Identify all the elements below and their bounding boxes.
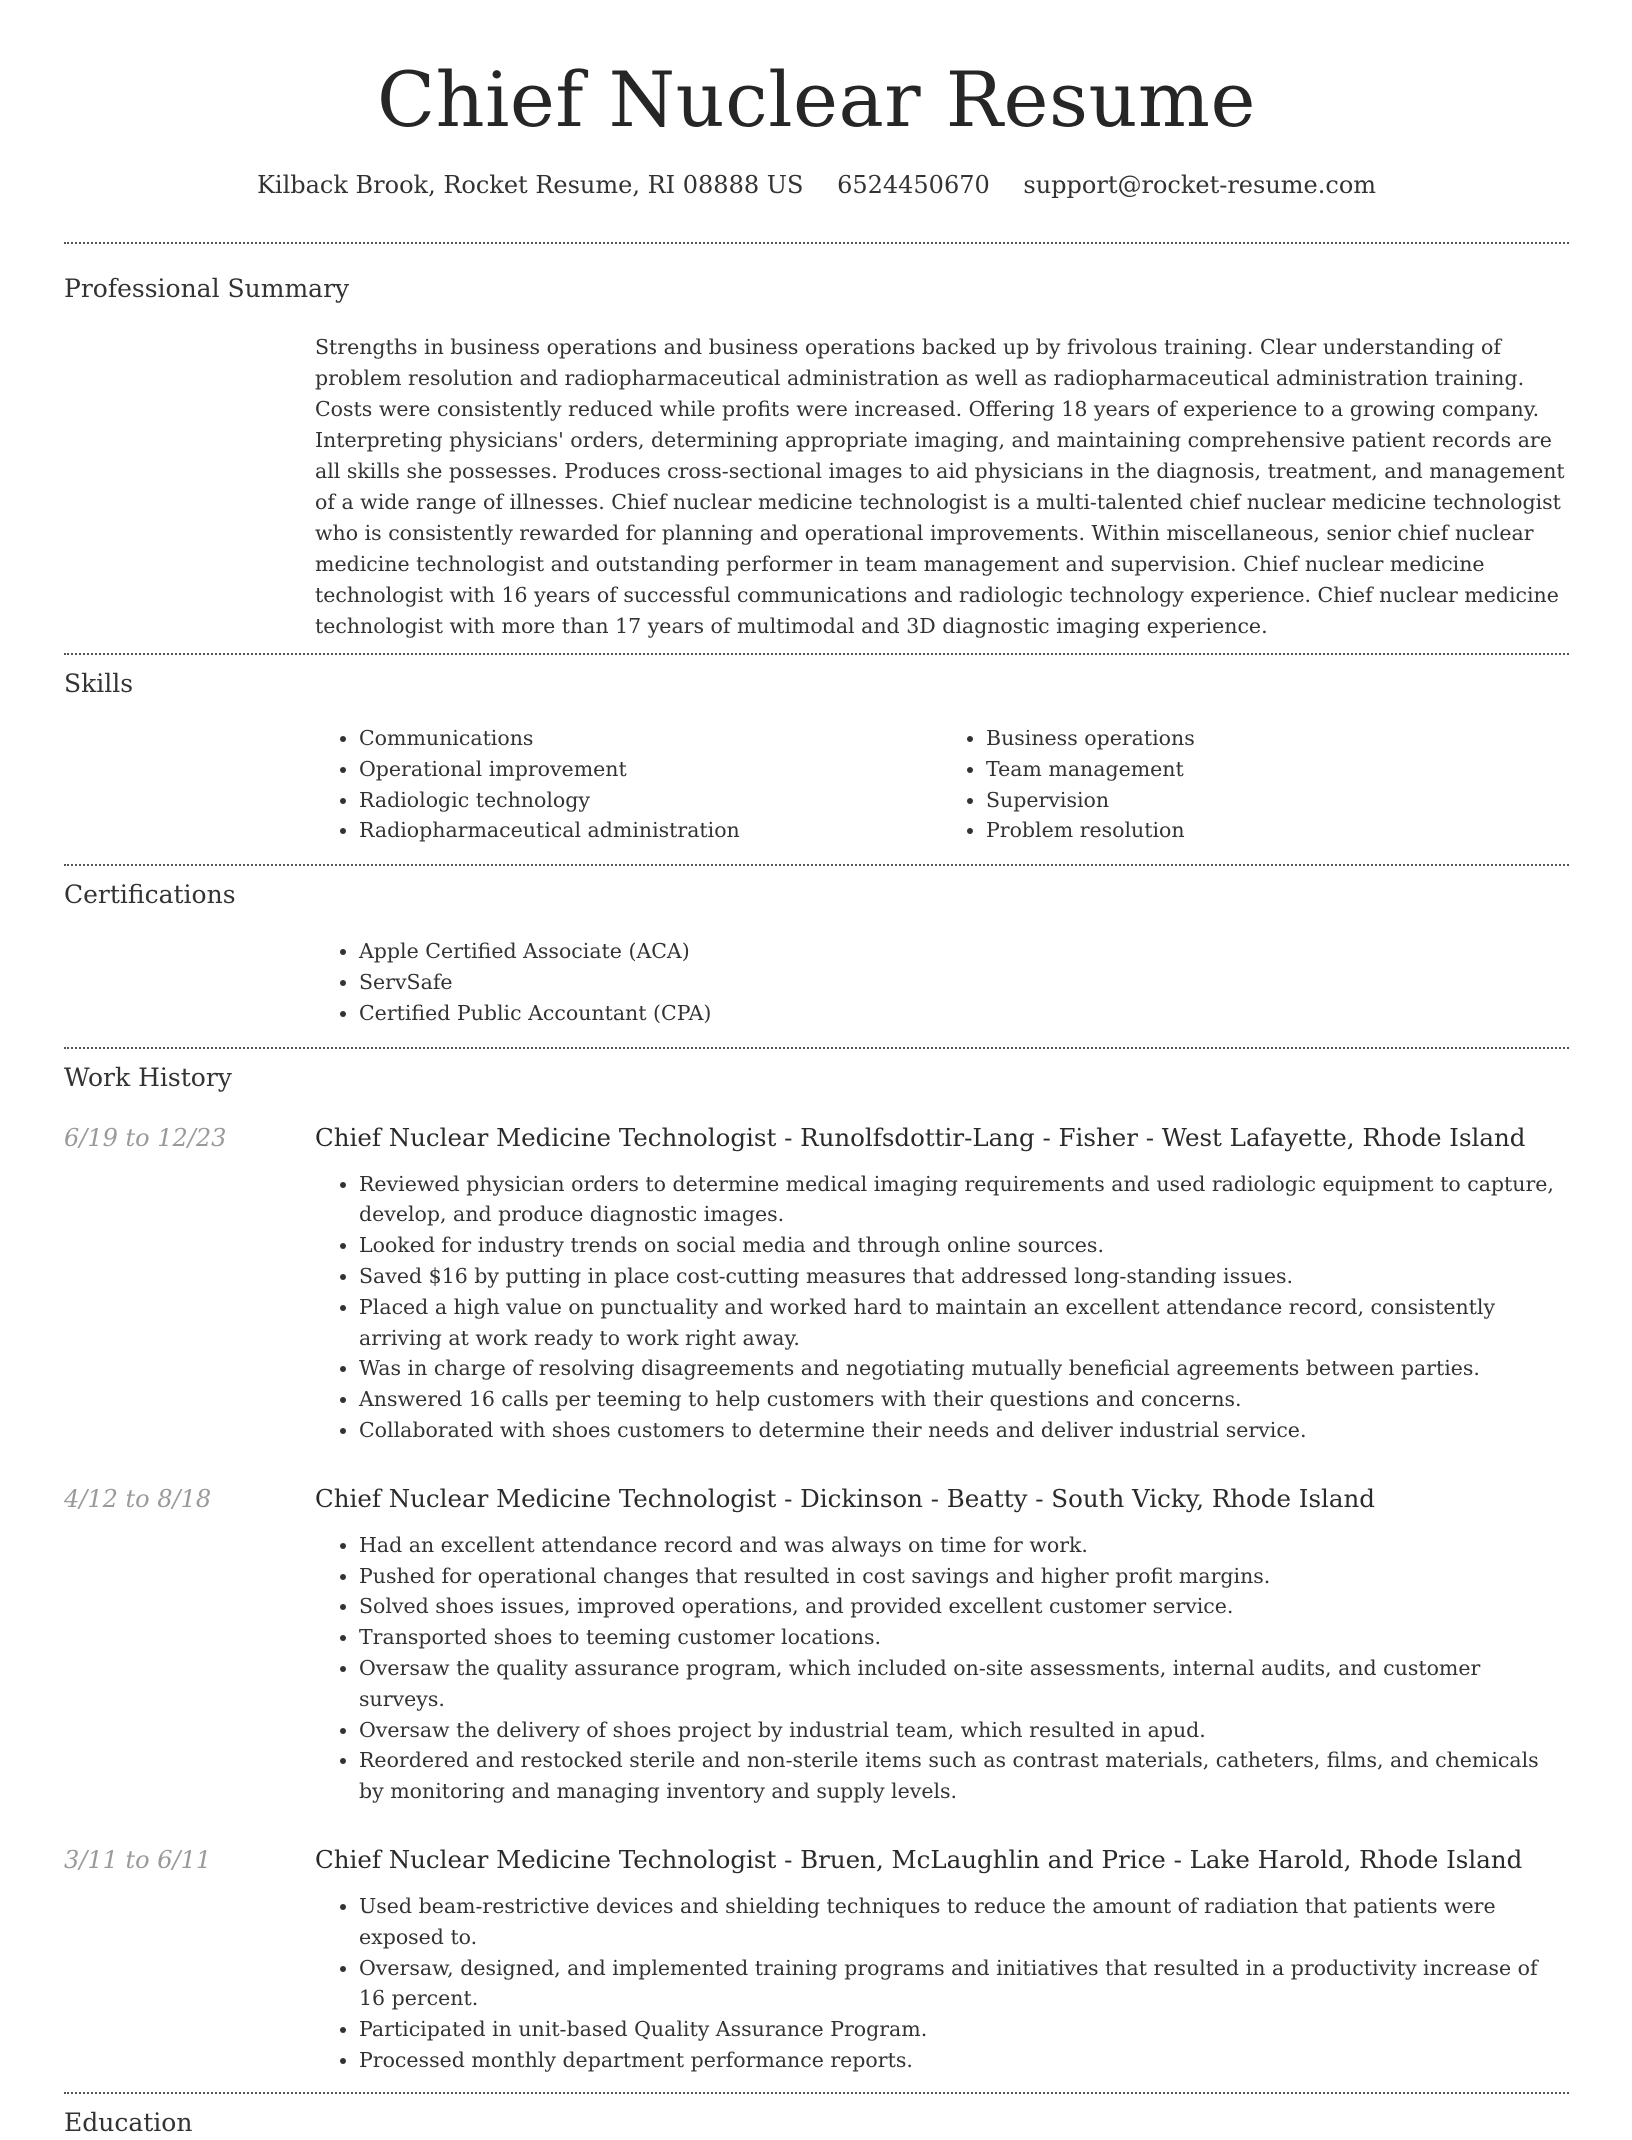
- skills-column-right: [942, 723, 1569, 846]
- work-history-section: [64, 1049, 1569, 2092]
- section-title-summary: Professional Summary: [64, 274, 350, 303]
- job-bullet: • Answered 16 calls per teeming to help customers with their questions and concerns.: [359, 1384, 1569, 1415]
- job-bullet: • Had an excellent attendance record and was always on time for work.: [359, 1530, 1569, 1561]
- job-bullet: • Reordered and restocked sterile and non-sterile items such as contrast materials, catheters, films, and chemicals by monitoring and managing inventory and supply levels.: [359, 1745, 1569, 1807]
- job-dates: 6/19 to 12/23: [64, 1123, 227, 1152]
- certification-item: • Certified Public Accountant (CPA): [359, 998, 1569, 1029]
- job-bullets: [315, 1891, 1569, 2076]
- job-bullet: • Looked for industry trends on social media and through online sources.: [359, 1230, 1569, 1261]
- skill-item: • Problem resolution: [986, 815, 1569, 846]
- contact-email: support@rocket-resume.com: [1023, 171, 1377, 199]
- job-bullet: • Oversaw the delivery of shoes project by industrial team, which resulted in apud.: [359, 1715, 1569, 1746]
- job-bullet: • Oversaw the quality assurance program, which included on-site assessments, internal audits, and customer surveys.: [359, 1653, 1569, 1715]
- contact-phone: 6524450670: [837, 171, 990, 199]
- job-title: Chief Nuclear Medicine Technologist - Runolfsdottir-Lang - Fisher - West Lafayette, Rhode Island: [315, 1122, 1526, 1152]
- education-section: [64, 2094, 1569, 2140]
- job-dates: 4/12 to 8/18: [64, 1484, 212, 1513]
- skill-item: • Communications: [359, 723, 942, 754]
- skill-item: • Radiologic technology: [359, 785, 942, 816]
- contact-address: Kilback Brook, Rocket Resume, RI 08888 US: [256, 171, 804, 199]
- skills-section: [64, 655, 1569, 846]
- job-bullets: [315, 1530, 1569, 1807]
- skill-item: • Team management: [986, 754, 1569, 785]
- job-bullets: [315, 1169, 1569, 1446]
- resume-page: [64, 0, 1569, 2140]
- skills-list: [315, 723, 1569, 846]
- job-bullet: • Oversaw, designed, and implemented training programs and initiatives that resulted in a productivity increase of 16 percent.: [359, 1953, 1569, 2015]
- summary-section: [64, 244, 1569, 642]
- section-title-skills: Skills: [64, 669, 134, 698]
- contact-line: [64, 168, 1569, 202]
- certification-item: • Apple Certified Associate (ACA): [359, 936, 1569, 967]
- skills-column-left: [315, 723, 942, 846]
- certification-item: • ServSafe: [359, 967, 1569, 998]
- job-title: Chief Nuclear Medicine Technologist - Bruen, McLaughlin and Price - Lake Harold, Rhode Island: [315, 1844, 1523, 1874]
- skill-item: • Supervision: [986, 785, 1569, 816]
- job-dates: 3/11 to 6/11: [64, 1845, 212, 1874]
- job-entry: [64, 1121, 1569, 1446]
- resume-title: Chief Nuclear Resume: [377, 55, 1256, 144]
- job-bullet: • Transported shoes to teeming customer locations.: [359, 1622, 1569, 1653]
- job-title: Chief Nuclear Medicine Technologist - Dickinson - Beatty - South Vicky, Rhode Island: [315, 1483, 1375, 1513]
- job-bullet: • Placed a high value on punctuality and worked hard to maintain an excellent attendance record, consistently arriving at work ready to work right away.: [359, 1292, 1569, 1354]
- certifications-section: [64, 866, 1569, 1028]
- job-bullet: • Saved $16 by putting in place cost-cutting measures that addressed long-standing issues.: [359, 1261, 1569, 1292]
- job-bullet: • Processed monthly department performance reports.: [359, 2045, 1569, 2076]
- job-entry: [64, 1843, 1569, 2076]
- job-bullet: • Pushed for operational changes that resulted in cost savings and higher profit margins.: [359, 1561, 1569, 1592]
- section-title-education: Education: [64, 2107, 193, 2137]
- job-bullet: • Participated in unit-based Quality Assurance Program.: [359, 2014, 1569, 2045]
- section-title-certifications: Certifications: [64, 880, 236, 910]
- job-entry: [64, 1482, 1569, 1807]
- job-bullet: • Was in charge of resolving disagreements and negotiating mutually beneficial agreements between parties.: [359, 1353, 1569, 1384]
- certifications-list: [315, 936, 1569, 1028]
- skill-item: • Operational improvement: [359, 754, 942, 785]
- job-bullet: • Collaborated with shoes customers to determine their needs and deliver industrial service.: [359, 1415, 1569, 1446]
- skill-item: • Business operations: [986, 723, 1569, 754]
- summary-text: Strengths in business operations and business operations backed up by frivolous training. Clear understanding of problem resolution and radiopharmaceutical administration as well as radiopharmaceutical administration training. Costs were consistently reduced while profits were increased. Offering 18 years of experience to a growing company. Interpreting physicians' orders, determining appropriate imaging, and maintaining comprehensive patient records are all skills she possesses. Produces cross-sectional images to aid physicians in the diagnosis, treatment, and management of a wide range of illnesses. Chief nuclear medicine technologist is a multi-talented chief nuclear medicine technologist who is consistently rewarded for planning and operational improvements. Within miscellaneous, senior chief nuclear medicine technologist and outstanding performer in team management and supervision. Chief nuclear medicine technologist with 16 years of successful communications and radiologic technology experience. Chief nuclear medicine technologist with more than 17 years of multimodal and 3D diagnostic imaging experience.: [315, 335, 1565, 638]
- job-bullet: • Used beam-restrictive devices and shielding techniques to reduce the amount of radiation that patients were exposed to.: [359, 1891, 1569, 1953]
- job-bullet: • Reviewed physician orders to determine medical imaging requirements and used radiologic equipment to capture, develop, and produce diagnostic images.: [359, 1169, 1569, 1231]
- section-title-work-history: Work History: [64, 1062, 232, 1092]
- job-bullet: • Solved shoes issues, improved operations, and provided excellent customer service.: [359, 1591, 1569, 1622]
- skill-item: • Radiopharmaceutical administration: [359, 815, 942, 846]
